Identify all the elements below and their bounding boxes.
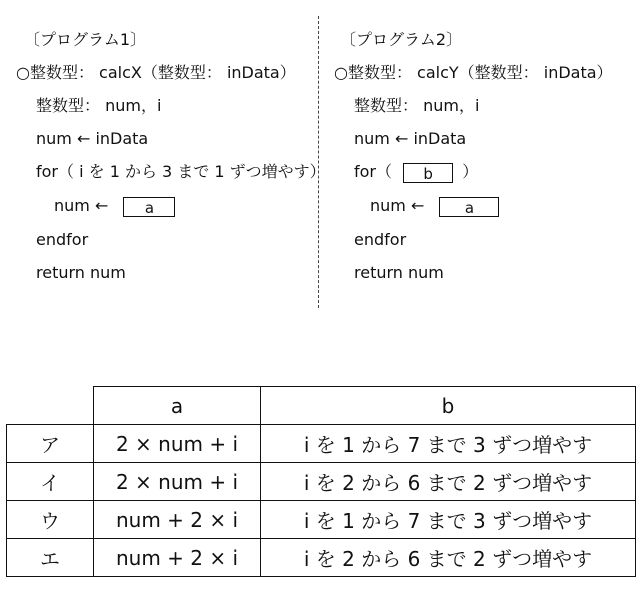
program-divider	[318, 16, 319, 308]
answer-table	[6, 386, 636, 577]
row-a-value: 2 × num + i	[94, 463, 261, 501]
row-b-value: i を 1 から 7 まで 3 ずつ増やす	[261, 501, 636, 539]
program2-body-line	[370, 196, 499, 217]
row-b-value: i を 1 から 7 まで 3 ずつ増やす	[261, 425, 636, 463]
table-row	[7, 501, 636, 539]
program2-body-prefix: num ←	[370, 196, 425, 215]
row-a-value: num + 2 × i	[94, 501, 261, 539]
header-empty-cell	[7, 387, 94, 425]
row-label: イ	[7, 463, 94, 501]
program1-endfor: endfor	[36, 230, 89, 249]
table-row	[7, 539, 636, 577]
program1-declaration: 整数型： num，i	[36, 96, 162, 115]
program2-block	[320, 0, 640, 310]
program2-endfor: endfor	[354, 230, 407, 249]
program1-assign: num ← inData	[36, 129, 149, 148]
program2-for-suffix: ）	[462, 162, 479, 181]
program2-return: return num	[354, 263, 444, 282]
program2-signature: ○整数型： calcY（整数型： inData）	[334, 63, 613, 82]
row-a-value: 2 × num + i	[94, 425, 261, 463]
header-a: a	[94, 387, 261, 425]
program1-body-prefix: num ←	[54, 196, 109, 215]
row-label: ア	[7, 425, 94, 463]
header-b: b	[261, 387, 636, 425]
program2-blank-a: a	[439, 197, 499, 217]
program2-blank-b: b	[403, 163, 453, 183]
row-a-value: num + 2 × i	[94, 539, 261, 577]
program2-assign: num ← inData	[354, 129, 467, 148]
program2-declaration: 整数型： num，i	[354, 96, 480, 115]
program2-for-line	[354, 162, 478, 183]
row-b-value: i を 2 から 6 まで 2 ずつ増やす	[261, 539, 636, 577]
answer-table-header	[7, 387, 636, 425]
program1-block	[0, 0, 326, 310]
program2-title: 〔プログラム2〕	[340, 30, 463, 49]
program1-for-line: for（ i を 1 から 3 まで 1 ずつ増やす）	[36, 162, 326, 181]
program1-title: 〔プログラム1〕	[24, 30, 147, 49]
program1-signature: ○整数型： calcX（整数型： inData）	[16, 63, 296, 82]
row-label: エ	[7, 539, 94, 577]
program1-blank-a: a	[123, 197, 175, 217]
row-label: ウ	[7, 501, 94, 539]
table-row	[7, 463, 636, 501]
program1-body-line	[54, 196, 175, 217]
row-b-value: i を 2 から 6 まで 2 ずつ増やす	[261, 463, 636, 501]
program2-for-prefix: for（	[354, 162, 393, 181]
program1-return: return num	[36, 263, 126, 282]
table-row	[7, 425, 636, 463]
